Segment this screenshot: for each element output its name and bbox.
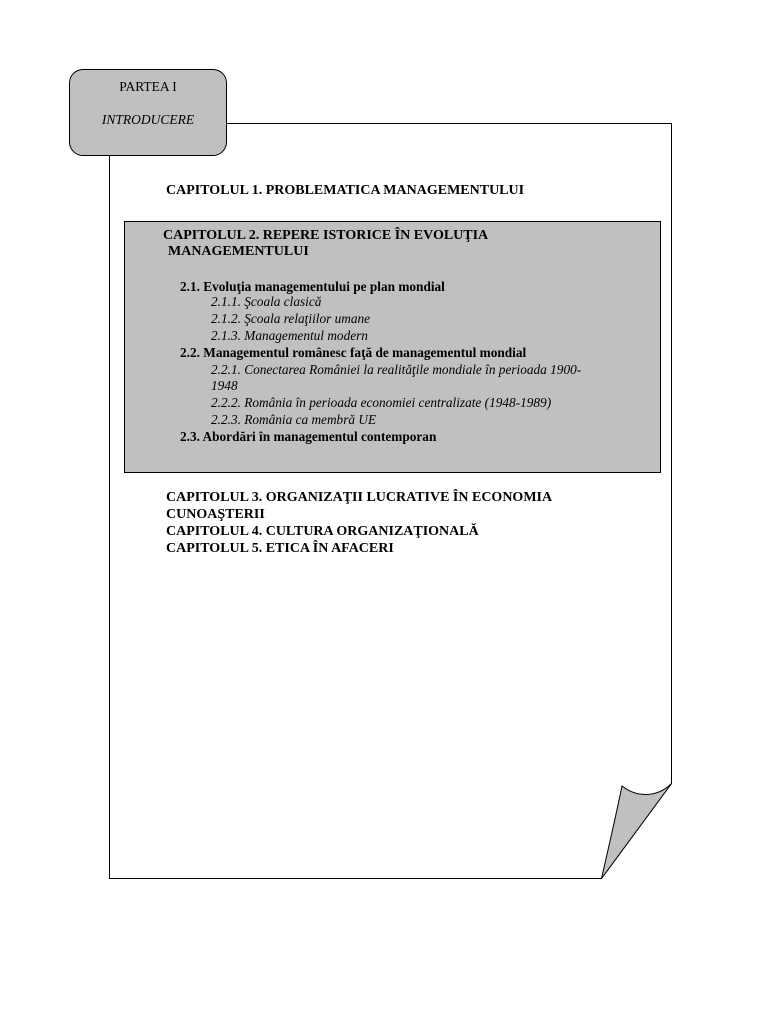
part-tab [69, 69, 227, 156]
subsection-2-1-3: 2.1.3. Managementul modern [211, 328, 368, 343]
chapter-3-title-line1: CAPITOLUL 3. ORGANIZAŢII LUCRATIVE ÎN ECONOMIA [166, 490, 553, 505]
section-2-1-title: 2.1. Evoluţia managementului pe plan mondial [180, 279, 445, 294]
section-2-3-title: 2.3. Abordări în managementul contemporan [180, 429, 437, 444]
subsection-2-2-3: 2.2.3. România ca membră UE [211, 412, 377, 427]
chapter-2-title-line1: CAPITOLUL 2. REPERE ISTORICE ÎN EVOLUŢIA [163, 228, 489, 243]
chapter-5-title: CAPITOLUL 5. ETICA ÎN AFACERI [166, 541, 394, 556]
chapter-3-title-line2: CUNOAŞTERII [166, 507, 265, 522]
subsection-2-2-1-line2: 1948 [211, 378, 238, 393]
subsection-2-2-1-line1: 2.2.1. Conectarea României la realităţile mondiale în perioada 1900- [211, 362, 582, 377]
subsection-2-1-2: 2.1.2. Şcoala relaţiilor umane [211, 311, 371, 326]
part-label: PARTEA I [119, 79, 177, 94]
chapter-1-title: CAPITOLUL 1. PROBLEMATICA MANAGEMENTULUI [166, 183, 525, 198]
part-title: INTRODUCERE [101, 112, 195, 127]
chapter-4-title: CAPITOLUL 4. CULTURA ORGANIZAŢIONALĂ [166, 524, 479, 539]
subsection-2-2-2: 2.2.2. România în perioada economiei centralizate (1948-1989) [211, 395, 552, 410]
chapter-2-title-line2: MANAGEMENTULUI [168, 244, 309, 259]
subsection-2-1-1: 2.1.1. Şcoala clasică [211, 294, 322, 309]
section-2-2-title: 2.2. Managementul românesc faţă de managementul mondial [180, 345, 527, 360]
